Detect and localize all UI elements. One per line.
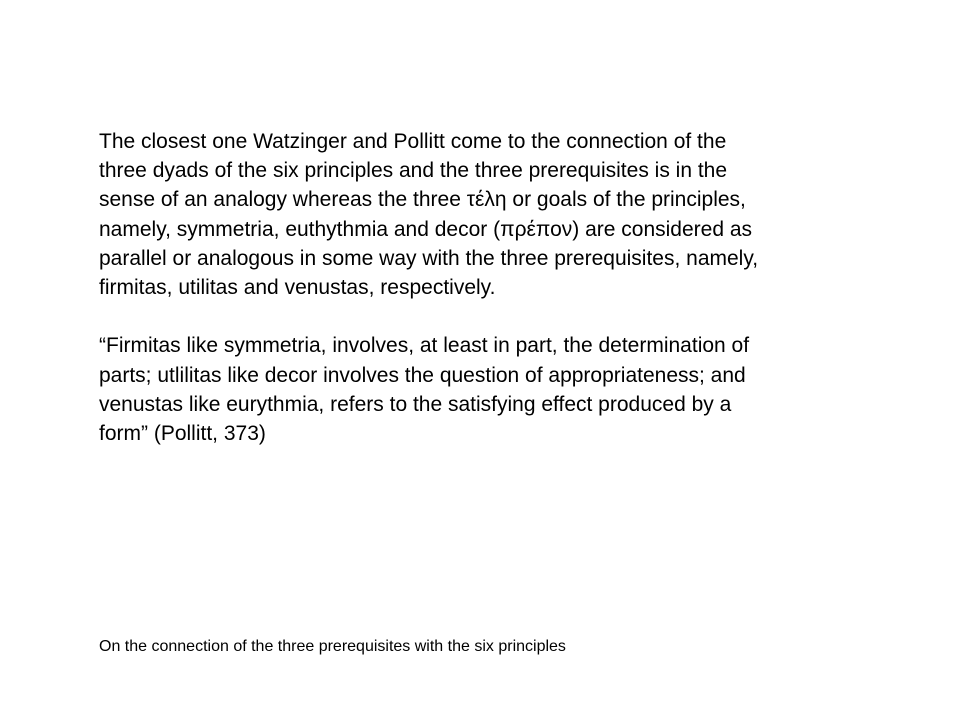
slide-caption: On the connection of the three prerequisites with the six principles	[99, 638, 566, 655]
pollitt-quote-paragraph: “Firmitas like symmetria, involves, at least in part, the determination of parts; utlilitas like decor involves the question of appropriateness; and venustas like eurythmia, refers to the satisfying effect produced by a form” (Pollitt, 373)	[99, 334, 750, 446]
analysis-paragraph: The closest one Watzinger and Pollitt come to the connection of the three dyads of the six principles and the three prerequisites is in the sense of an analogy whereas the three τέλη or goals of the principles, namely, symmetria, euthythmia and decor (πρέπον) are considered as parallel or analogous in some way with the three prerequisites, namely, firmitas, utilitas and venustas, respectively.	[99, 130, 759, 300]
slide-body	[99, 127, 889, 448]
